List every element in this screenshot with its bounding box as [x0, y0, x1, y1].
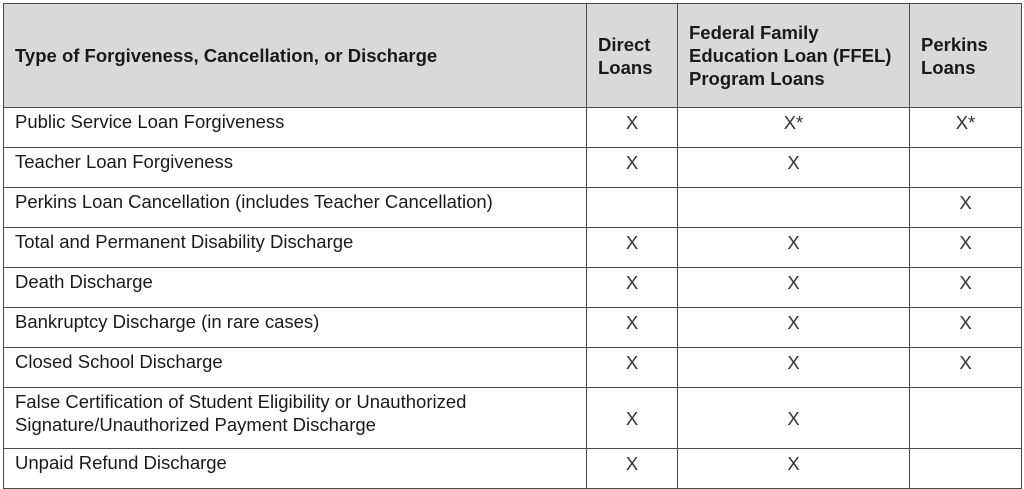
ffel-mark: X — [678, 308, 910, 348]
loan-forgiveness-table — [3, 3, 1022, 489]
perkins-mark — [910, 449, 1022, 489]
forgiveness-type: Bankruptcy Discharge (in rare cases) — [4, 308, 587, 348]
ffel-mark: X — [678, 268, 910, 308]
direct-mark: X — [587, 268, 678, 308]
direct-mark: X — [587, 308, 678, 348]
table-row — [4, 268, 1022, 308]
perkins-mark — [910, 388, 1022, 449]
ffel-mark: X* — [678, 108, 910, 148]
header-perkins-loans: Perkins Loans — [910, 4, 1022, 108]
direct-mark: X — [587, 148, 678, 188]
perkins-mark — [910, 148, 1022, 188]
ffel-mark: X — [678, 388, 910, 449]
forgiveness-type: Death Discharge — [4, 268, 587, 308]
header-direct-loans: Direct Loans — [587, 4, 678, 108]
direct-mark: X — [587, 348, 678, 388]
ffel-mark: X — [678, 449, 910, 489]
direct-mark: X — [587, 388, 678, 449]
direct-mark: X — [587, 108, 678, 148]
ffel-mark: X — [678, 148, 910, 188]
forgiveness-type: Teacher Loan Forgiveness — [4, 148, 587, 188]
table-row — [4, 228, 1022, 268]
perkins-mark: X — [910, 348, 1022, 388]
header-row — [4, 4, 1022, 108]
ffel-mark: X — [678, 228, 910, 268]
forgiveness-type: False Certification of Student Eligibility or Unauthorized Signature/Unauthorized Payment Discharge — [4, 388, 587, 449]
perkins-mark: X — [910, 228, 1022, 268]
table-row — [4, 188, 1022, 228]
direct-mark: X — [587, 449, 678, 489]
perkins-mark: X* — [910, 108, 1022, 148]
header-type: Type of Forgiveness, Cancellation, or Discharge — [4, 4, 587, 108]
forgiveness-type: Perkins Loan Cancellation (includes Teacher Cancellation) — [4, 188, 587, 228]
table-row — [4, 308, 1022, 348]
direct-mark: X — [587, 228, 678, 268]
direct-mark — [587, 188, 678, 228]
forgiveness-type: Public Service Loan Forgiveness — [4, 108, 587, 148]
forgiveness-type: Closed School Discharge — [4, 348, 587, 388]
table-row — [4, 449, 1022, 489]
perkins-mark: X — [910, 268, 1022, 308]
table-row — [4, 348, 1022, 388]
table-row — [4, 148, 1022, 188]
forgiveness-type: Total and Permanent Disability Discharge — [4, 228, 587, 268]
ffel-mark: X — [678, 348, 910, 388]
table-row — [4, 388, 1022, 449]
ffel-mark — [678, 188, 910, 228]
header-ffel-loans: Federal Family Education Loan (FFEL) Program Loans — [678, 4, 910, 108]
table-row — [4, 108, 1022, 148]
perkins-mark: X — [910, 308, 1022, 348]
perkins-mark: X — [910, 188, 1022, 228]
forgiveness-type: Unpaid Refund Discharge — [4, 449, 587, 489]
